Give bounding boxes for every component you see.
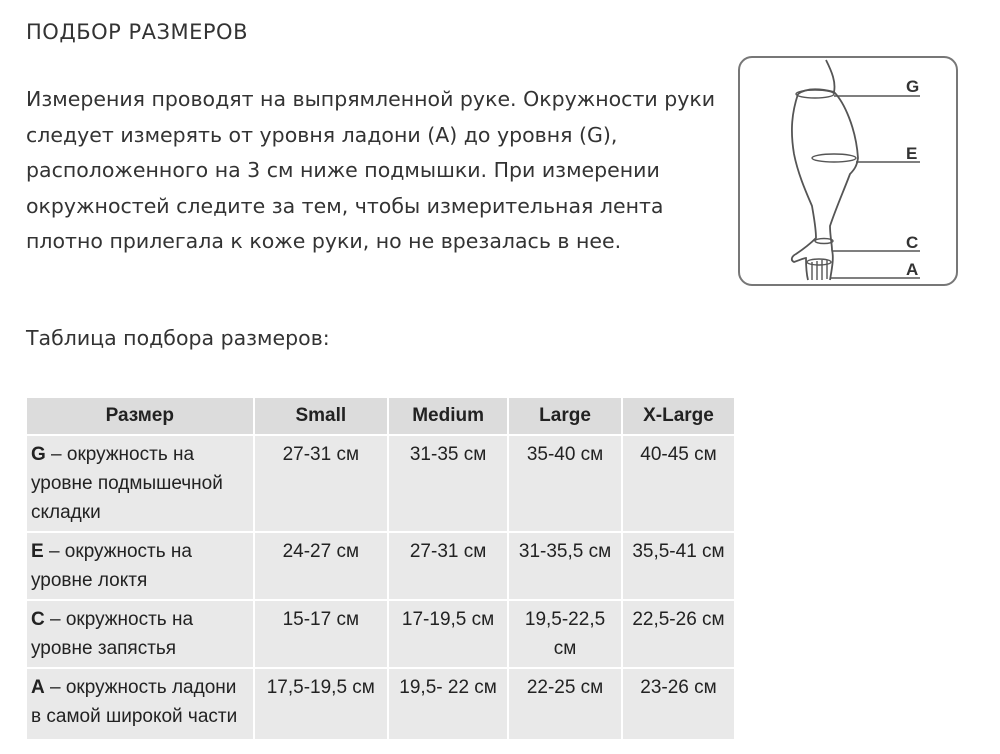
cell-xlarge: 40-45 см bbox=[622, 435, 735, 532]
intro-paragraph: Измерения проводят на выпрямленной руке. Окружности руки следует измерять от уровня ладони (A) до уровня (G), расположенного на 3 см ниже подмышки. При измерении окружностей следите за тем, чтобы измерительная лента плотно прилегала к коже руки, но не врезалась в нее. bbox=[26, 87, 716, 253]
band-e bbox=[812, 154, 856, 162]
row-code: G bbox=[31, 444, 46, 465]
table-row bbox=[26, 668, 735, 740]
size-table bbox=[25, 396, 736, 741]
cell-large: 35-40 см bbox=[508, 435, 622, 532]
row-label bbox=[26, 668, 254, 740]
row-code: A bbox=[31, 677, 45, 698]
header-medium: Medium bbox=[388, 397, 508, 435]
cell-xlarge: 22,5-26 см bbox=[622, 600, 735, 668]
cell-xlarge: 23-26 см bbox=[622, 668, 735, 740]
cell-small: 24-27 см bbox=[254, 532, 389, 600]
cell-medium: 17-19,5 см bbox=[388, 600, 508, 668]
cell-medium: 27-31 см bbox=[388, 532, 508, 600]
arm-outline bbox=[826, 60, 858, 280]
label-c: C bbox=[906, 233, 919, 252]
header-xlarge: X-Large bbox=[622, 397, 735, 435]
table-title: Таблица подбора размеров: bbox=[26, 326, 330, 350]
label-a: A bbox=[906, 260, 919, 279]
arm-outline-inner bbox=[792, 94, 816, 280]
row-label bbox=[26, 435, 254, 532]
row-code: C bbox=[31, 609, 45, 630]
table-row bbox=[26, 600, 735, 668]
header-large: Large bbox=[508, 397, 622, 435]
table-row bbox=[26, 532, 735, 600]
label-e: E bbox=[906, 144, 918, 163]
cell-large: 22-25 см bbox=[508, 668, 622, 740]
cell-large: 19,5-22,5 см bbox=[508, 600, 622, 668]
table-header-row bbox=[26, 397, 735, 435]
label-g: G bbox=[906, 77, 920, 96]
row-description: – окружность на уровне запястья bbox=[31, 609, 194, 659]
row-description: – окружность на уровне подмышечной складки bbox=[31, 444, 223, 523]
cell-large: 31-35,5 см bbox=[508, 532, 622, 600]
section-title: ПОДБОР РАЗМЕРОВ bbox=[26, 20, 248, 44]
finger-lines bbox=[812, 260, 827, 280]
header-small: Small bbox=[254, 397, 389, 435]
cell-small: 15-17 см bbox=[254, 600, 389, 668]
table-row bbox=[26, 435, 735, 532]
row-label bbox=[26, 532, 254, 600]
row-label bbox=[26, 600, 254, 668]
row-description: – окружность ладони в самой широкой части bbox=[31, 677, 238, 727]
band-g bbox=[796, 90, 834, 98]
cell-xlarge: 35,5-41 см bbox=[622, 532, 735, 600]
arm-measurement-figure bbox=[738, 56, 958, 286]
cell-small: 27-31 см bbox=[254, 435, 389, 532]
row-code: E bbox=[31, 541, 44, 562]
cell-medium: 19,5- 22 см bbox=[388, 668, 508, 740]
cell-medium: 31-35 см bbox=[388, 435, 508, 532]
header-size: Размер bbox=[26, 397, 254, 435]
cell-small: 17,5-19,5 см bbox=[254, 668, 389, 740]
row-description: – окружность на уровне локтя bbox=[31, 541, 192, 591]
